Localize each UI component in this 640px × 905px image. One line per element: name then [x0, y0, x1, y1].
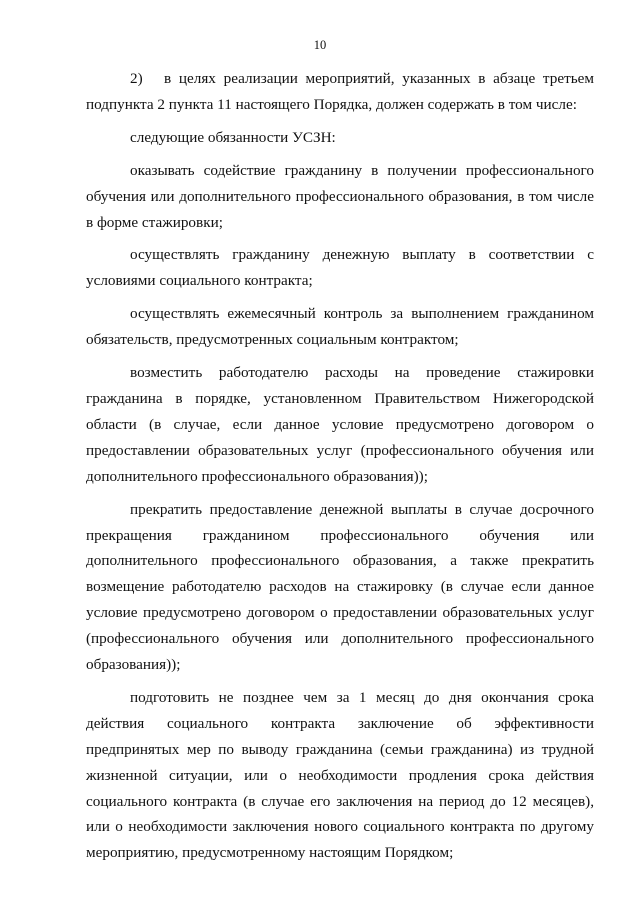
paragraph-item-2 [86, 66, 594, 118]
paragraph-payment-termination: прекратить предоставление денежной выплаты в случае досрочного прекращения гражданином профессионального обучения или дополнительного профессионального образования, а также прекратить возмещение работодателю расходов на стажировку (в случае если данное условие предусмотрено договором о предоставлении образовательных услуг (профессионального обучения или дополнительного профессионального образования)); [86, 500, 594, 674]
paragraph-training-assistance: оказывать содействие гражданину в получении профессионального обучения или дополнительного профессионального образования, в том числе в форме стажировки; [86, 161, 594, 231]
paragraph-text: в целях реализации мероприятий, указанных в абзаце третьем подпункта 2 пункта 11 настоящего Порядка, должен содержать в том числе: [86, 70, 594, 113]
document-body [86, 66, 594, 873]
paragraph-cash-payment: осуществлять гражданину денежную выплату в соответствии с условиями социального контракта; [86, 246, 594, 290]
list-number: 2) [130, 70, 143, 87]
paragraph-duties-heading: следующие обязанности УСЗН: [130, 128, 336, 146]
paragraph-monthly-control: осуществлять ежемесячный контроль за выполнением гражданином обязательств, предусмотренных социальным контрактом; [86, 305, 594, 349]
paragraph-employer-reimbursement: возместить работодателю расходы на проведение стажировки гражданина в порядке, установленном Правительством Нижегородской области (в случае, если данное условие предусмотрено договором о предоставлении образовательных услуг (профессионального обучения или дополнительного профессионального образования)); [86, 364, 594, 485]
page-number: 10 [313, 38, 327, 52]
paragraph-effectiveness-conclusion: подготовить не позднее чем за 1 месяц до дня окончания срока действия социального контракта заключение об эффективности предпринятых мер по выводу гражданина (семьи гражданина) из трудной жизненной ситуации, или о необходимости продления срока действия социального контракта (в случае его заключения на период до 12 месяцев), или о необходимости заключения нового социального контракта по другому мероприятию, предусмотренному настоящим Порядком; [86, 688, 594, 862]
